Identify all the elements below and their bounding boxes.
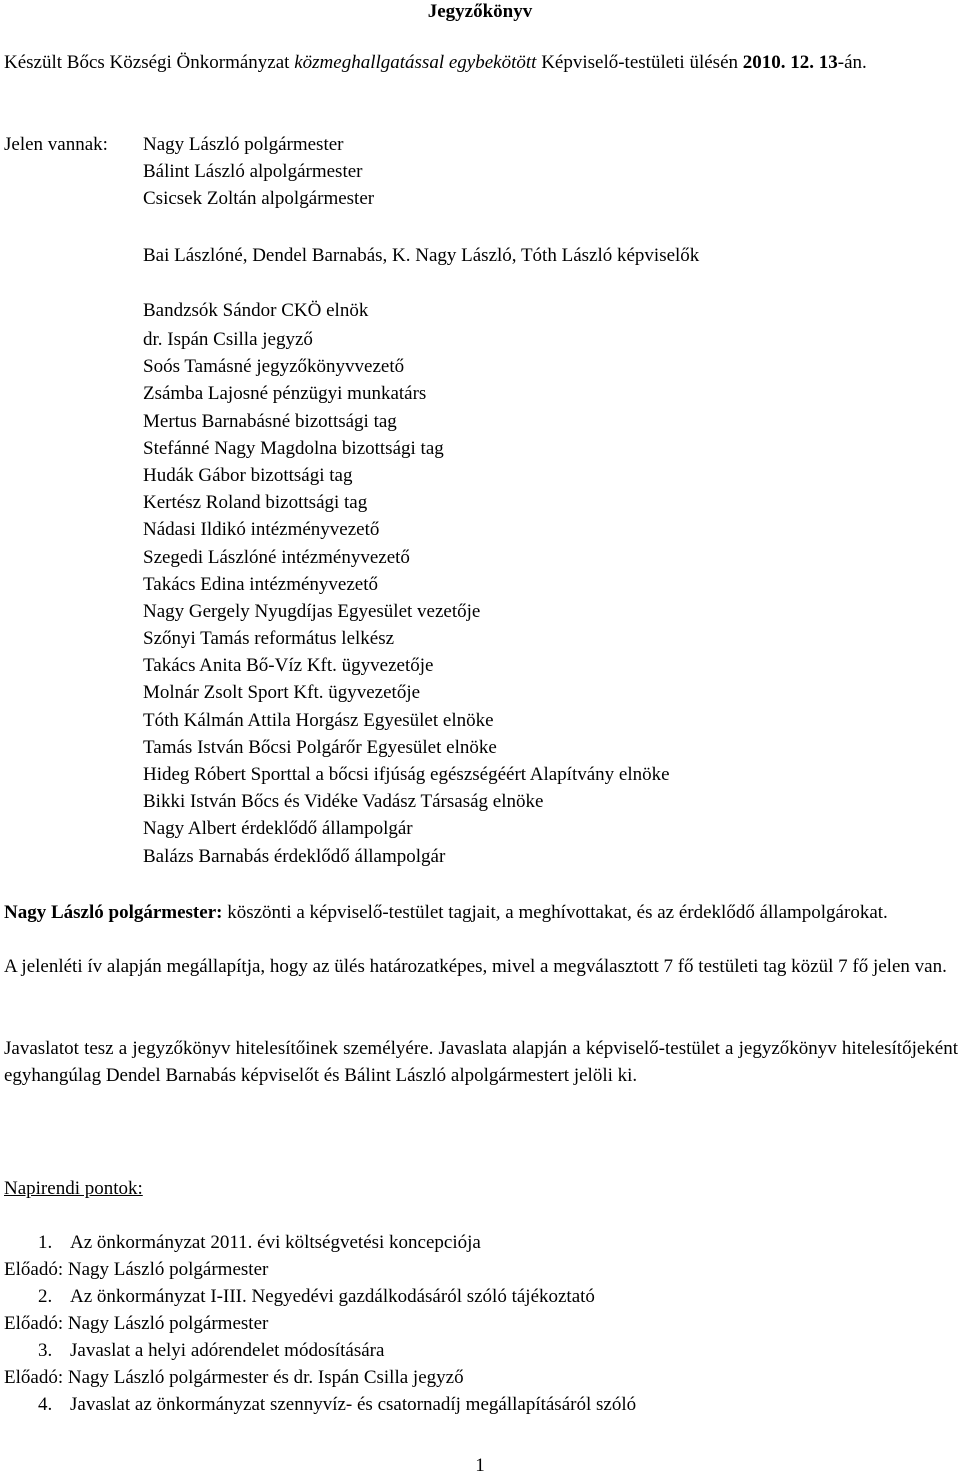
attendee-other: Nagy Albert érdeklődő állampolgár (143, 818, 413, 840)
intro-text-2: Képviselő-testületi ülésén (536, 52, 743, 73)
quorum-paragraph: A jelenléti ív alapján megállapítja, hogy az ülés határozatképes, mivel a megválasztott 7 fő testületi tag közül 7 fő jelen van. (4, 956, 947, 977)
attendee-other: Hideg Róbert Sporttal a bőcsi ifjúság egészségéért Alapítvány elnöke (143, 764, 670, 785)
attendee-deputy-mayor-1: Bálint László alpolgármester (143, 161, 363, 182)
attendee-other: Nagy Gergely Nyugdíjas Egyesület vezetője (143, 600, 481, 622)
attendee-deputy-mayor-2: Csicsek Zoltán alpolgármester (143, 188, 375, 209)
agenda-item (4, 1229, 958, 1256)
agenda-list (4, 1229, 958, 1418)
agenda-title: Javaslat az önkormányzat szennyvíz- és csatornadíj megállapításáról szóló (70, 1394, 637, 1415)
agenda-item (4, 1337, 958, 1364)
attendee-other: dr. Ispán Csilla jegyző (143, 329, 313, 350)
attendee-other: Nádasi Ildikó intézményvezető (143, 519, 380, 541)
attendee-other: Takács Edina intézményvezető (143, 573, 379, 595)
attendee-other: Balázs Barnabás érdeklődő állampolgár (143, 845, 446, 867)
attendee-other: Tamás István Bőcsi Polgárőr Egyesület elnöke (143, 736, 497, 758)
attendee-other: Zsámba Lajosné pénzügyi munkatárs (143, 383, 427, 405)
attendee-list (143, 326, 670, 870)
agenda-item (4, 1283, 958, 1310)
attendee-other: Kertész Roland bizottsági tag (143, 492, 368, 514)
welcome-paragraph (4, 899, 958, 926)
agenda-number: 3. (38, 1340, 53, 1361)
agenda-number: 2. (38, 1286, 53, 1307)
agenda-presenter: Előadó: Nagy László polgármester (4, 1313, 269, 1334)
attendee-other: Szegedi Lászlóné intézményvezető (143, 546, 410, 568)
attendee-other: Molnár Zsolt Sport Kft. ügyvezetője (143, 682, 421, 704)
date-suffix: -án. (837, 52, 867, 73)
welcome-text: köszönti a képviselő-testület tagjait, a meghívottakat, és az érdeklődő állampolgárokat. (222, 902, 888, 923)
intro-text-1: Készült Bőcs Községi Önkormányzat (4, 52, 295, 73)
agenda-title: Javaslat a helyi adórendelet módosítására (70, 1340, 385, 1361)
agenda-number: 4. (38, 1394, 53, 1415)
attendee-other: Tóth Kálmán Attila Horgász Egyesület elnöke (143, 709, 494, 731)
attendee-other: Soós Tamásné jegyzőkönyvvezető (143, 356, 405, 378)
agenda-heading: Napirendi pontok: (4, 1178, 143, 1199)
attendee-other: Mertus Barnabásné bizottsági tag (143, 410, 397, 432)
agenda-number: 1. (38, 1232, 53, 1253)
attendee-other: Hudák Gábor bizottsági tag (143, 464, 353, 486)
speaker-label: Nagy László polgármester: (4, 902, 223, 923)
document-title: Jegyzőkönyv (427, 1, 533, 22)
attendee-other: Takács Anita Bő-Víz Kft. ügyvezetője (143, 655, 434, 677)
page-number: 1 (475, 1455, 485, 1476)
meeting-date: 2010. 12. 13 (742, 52, 838, 73)
agenda-title: Az önkormányzat 2011. évi költségvetési koncepciója (70, 1232, 481, 1253)
intro-paragraph (4, 49, 958, 76)
attendee-other: Bikki István Bőcs és Vidéke Vadász Társaság elnöke (143, 791, 544, 813)
agenda-title: Az önkormányzat I-III. Negyedévi gazdálkodásáról szóló tájékoztató (70, 1286, 595, 1307)
attendee-other: Szőnyi Tamás református lelkész (143, 628, 395, 650)
agenda-presenter: Előadó: Nagy László polgármester (4, 1259, 269, 1280)
attendee-other: Bandzsók Sándor CKÖ elnök (143, 300, 369, 321)
attendee-other: Stefánné Nagy Magdolna bizottsági tag (143, 437, 444, 459)
intro-italic: közmeghallgatással egybekötött (294, 52, 537, 73)
attendee-representatives: Bai Lászlóné, Dendel Barnabás, K. Nagy László, Tóth László képviselők (143, 245, 700, 266)
present-label: Jelen vannak: (4, 134, 108, 155)
attendee-mayor: Nagy László polgármester (143, 134, 344, 155)
agenda-presenter: Előadó: Nagy László polgármester és dr. Ispán Csilla jegyző (4, 1367, 464, 1388)
agenda-item (4, 1391, 958, 1418)
authenticators-paragraph: Javaslatot tesz a jegyzőkönyv hitelesítőinek személyére. Javaslata alapján a képviselő-testület a jegyzőkönyv hitelesítőjeként egyhangúlag Dendel Barnabás képviselőt és Bálint László alpolgármestert jelöli ki. (4, 1038, 958, 1086)
